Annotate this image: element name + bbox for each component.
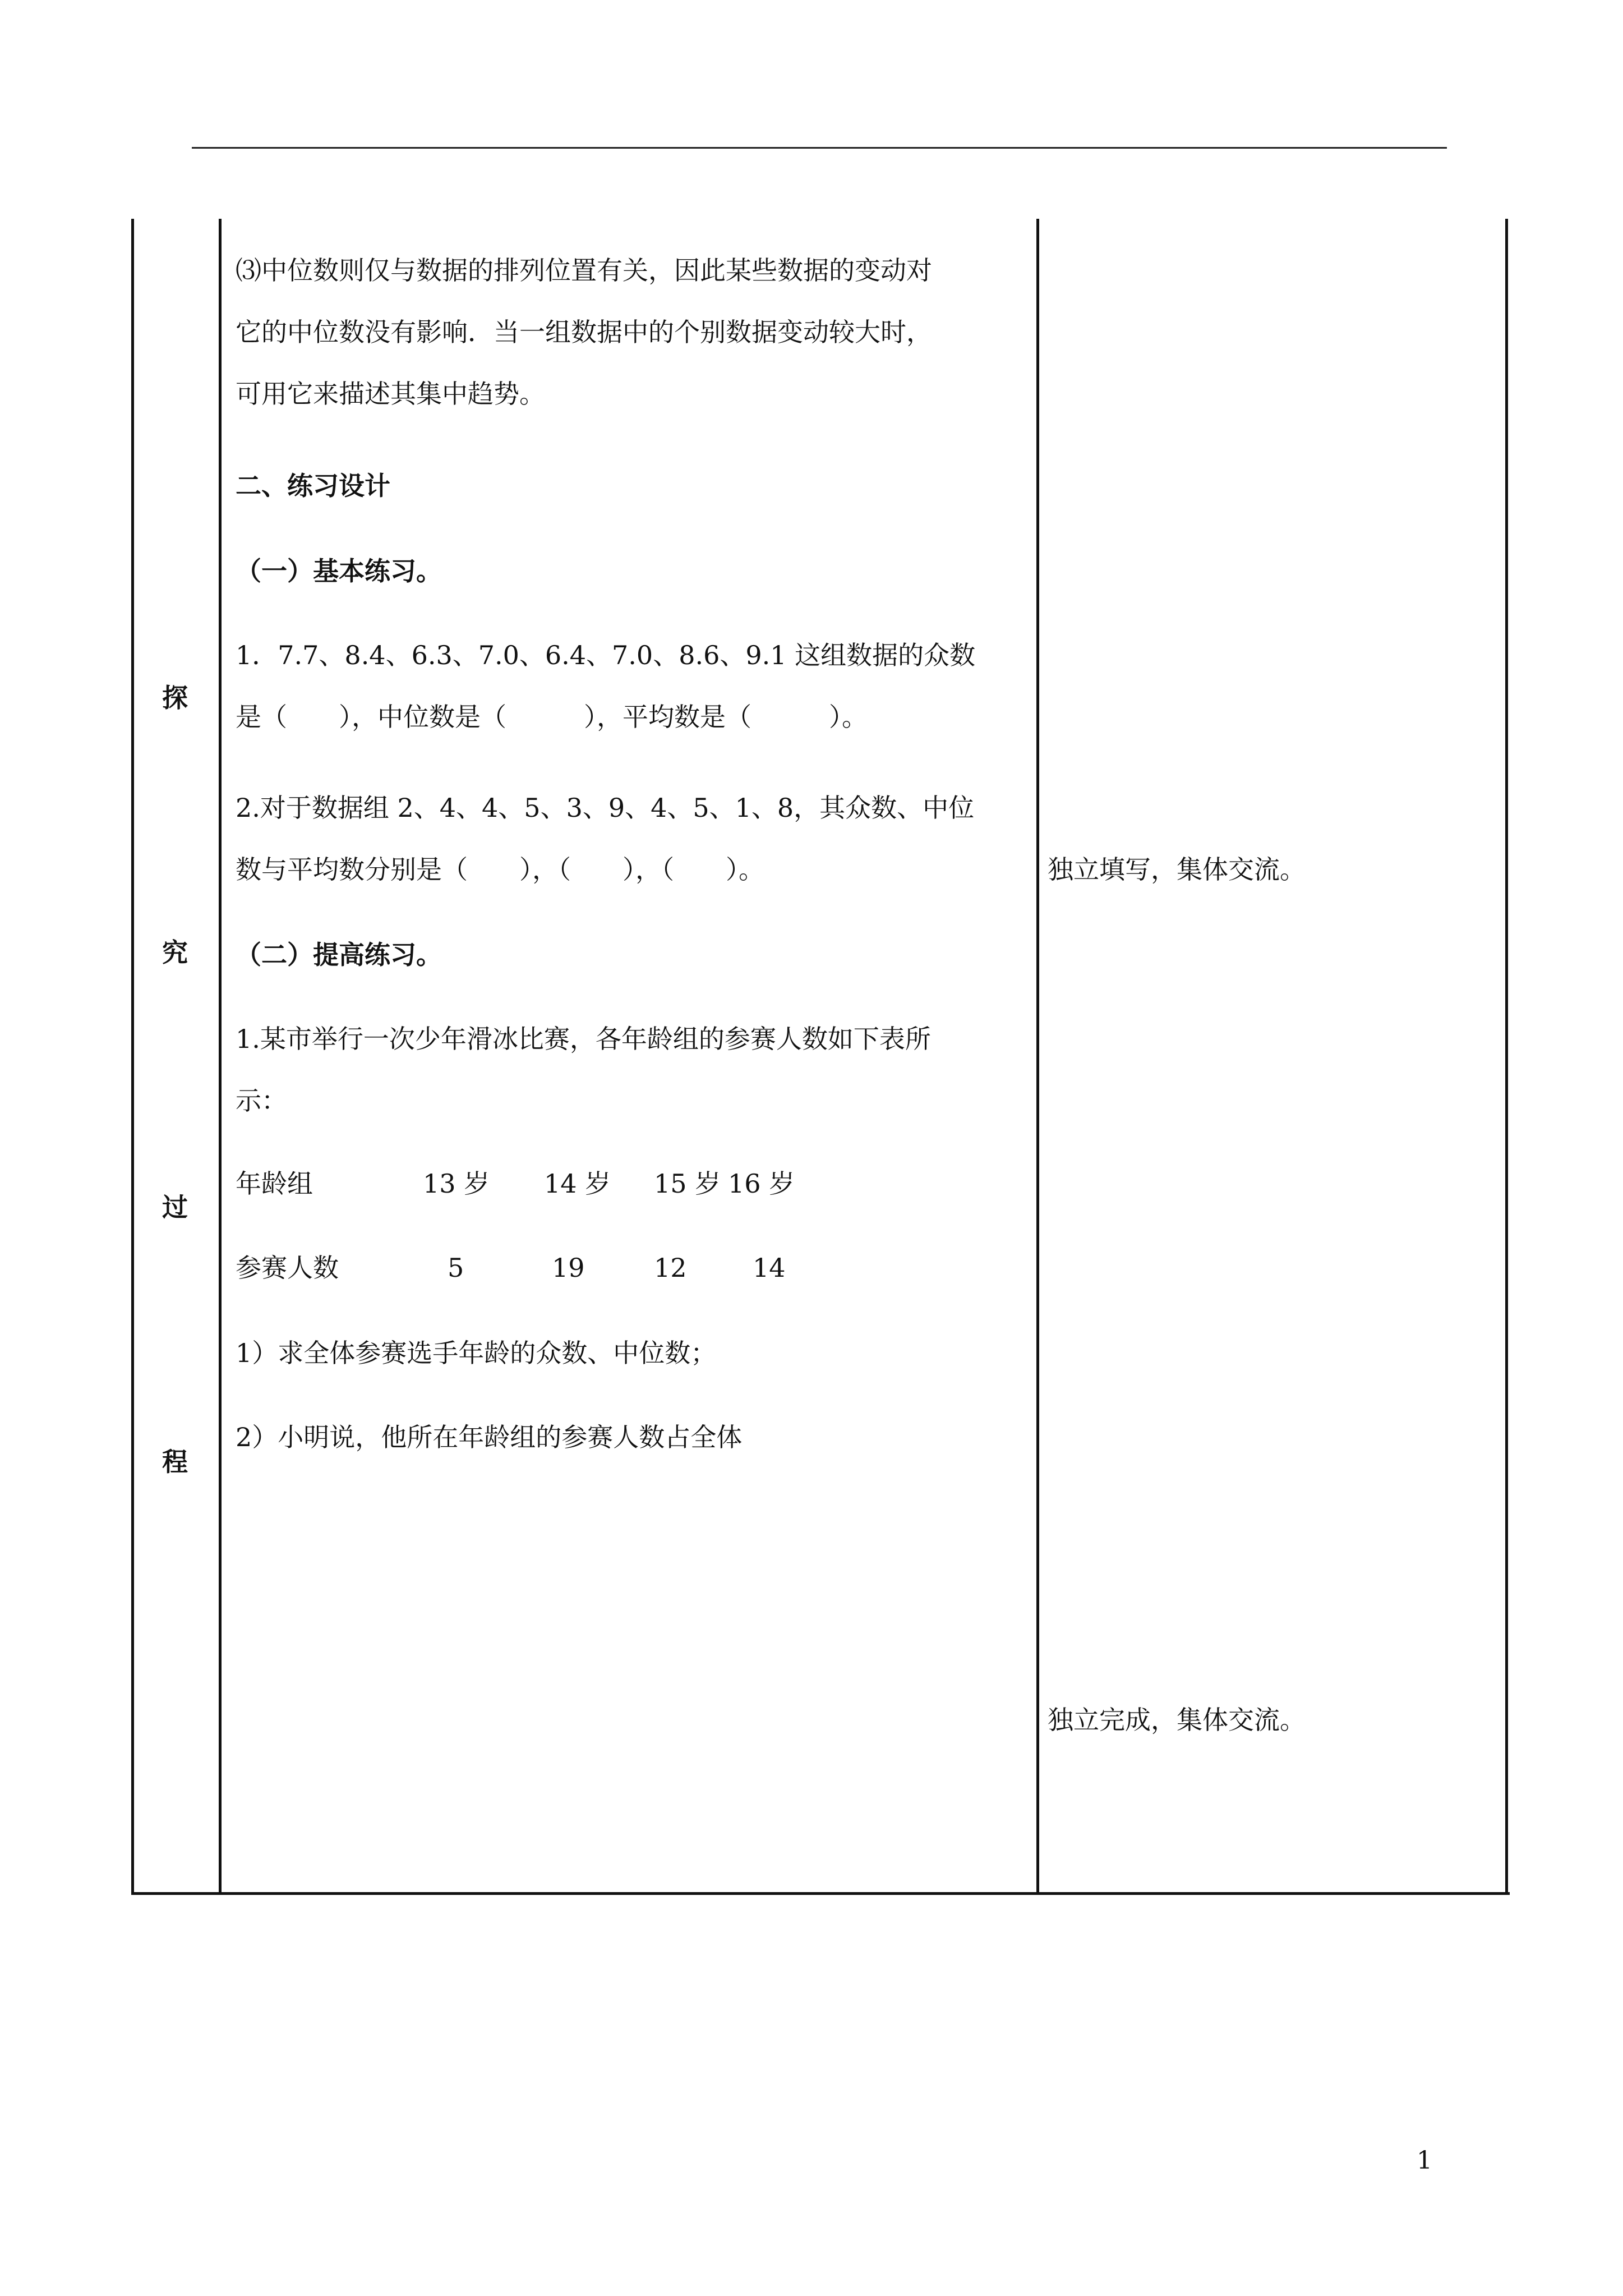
subsection-heading: （二）提高练习。 [236, 940, 442, 970]
text-line: 1.某市举行一次少年滑冰比赛，各年龄组的参赛人数如下表所 [236, 1024, 931, 1054]
age-table-header-row [236, 1167, 1021, 1200]
age-table-cell: 5 [448, 1253, 464, 1283]
age-table-cell: 13 岁 [423, 1168, 490, 1199]
table-border-bottom [131, 1892, 1510, 1895]
stage-label-char: 究 [162, 937, 188, 968]
age-table-cell: 16 岁 [728, 1168, 795, 1199]
header-rule [192, 147, 1447, 149]
age-table-cell: 15 岁 [654, 1168, 721, 1199]
table-border-note-column [1036, 219, 1039, 1895]
text-line: 数与平均数分别是（ ），（ ），（ ）。 [236, 854, 764, 885]
text-line: 是（ ），中位数是（ ），平均数是（ ）。 [236, 702, 868, 732]
stage-label-char: 程 [162, 1447, 188, 1477]
age-table-cell: 12 [654, 1253, 687, 1283]
text-line: 2）小明说，他所在年龄组的参赛人数占全体 [236, 1422, 743, 1452]
subsection-heading: （一）基本练习。 [236, 556, 442, 586]
text-line: 1）求全体参赛选手年龄的众数、中位数； [236, 1338, 717, 1368]
age-table-cell: 14 [753, 1253, 786, 1283]
stage-label-char: 过 [162, 1192, 188, 1222]
text-line: 示： [236, 1085, 287, 1116]
age-table-cell: 年龄组 [236, 1168, 313, 1199]
table-border-left [131, 219, 134, 1895]
age-table-data-row [236, 1251, 1021, 1285]
activity-note: 独立完成，集体交流。 [1048, 1705, 1306, 1735]
stage-label-char: 探 [162, 683, 188, 713]
page-number: 1 [1417, 2146, 1432, 2175]
text-line: ⑶中位数则仅与数据的排列位置有关，因此某些数据的变动对 [236, 255, 932, 286]
table-border-right [1505, 219, 1508, 1895]
text-line: 它的中位数没有影响．当一组数据中的个别数据变动较大时， [236, 317, 932, 347]
activity-note: 独立填写，集体交流。 [1048, 854, 1306, 885]
text-line: 可用它来描述其集中趋势。 [236, 379, 545, 409]
age-table-cell: 参赛人数 [236, 1253, 339, 1283]
age-table-cell: 14 岁 [544, 1168, 611, 1199]
lesson-table [131, 219, 1510, 1895]
text-line: 1．7.7、8.4、6.3、7.0、6.4、7.0、8.6、9.1 这组数据的众数 [236, 640, 976, 670]
section-heading: 二、练习设计 [236, 471, 390, 501]
age-table-cell: 19 [552, 1253, 585, 1283]
text-line: 2.对于数据组 2、4、4、5、3、9、4、5、1、8，其众数、中位 [236, 793, 975, 823]
table-border-stage-column [219, 219, 222, 1895]
